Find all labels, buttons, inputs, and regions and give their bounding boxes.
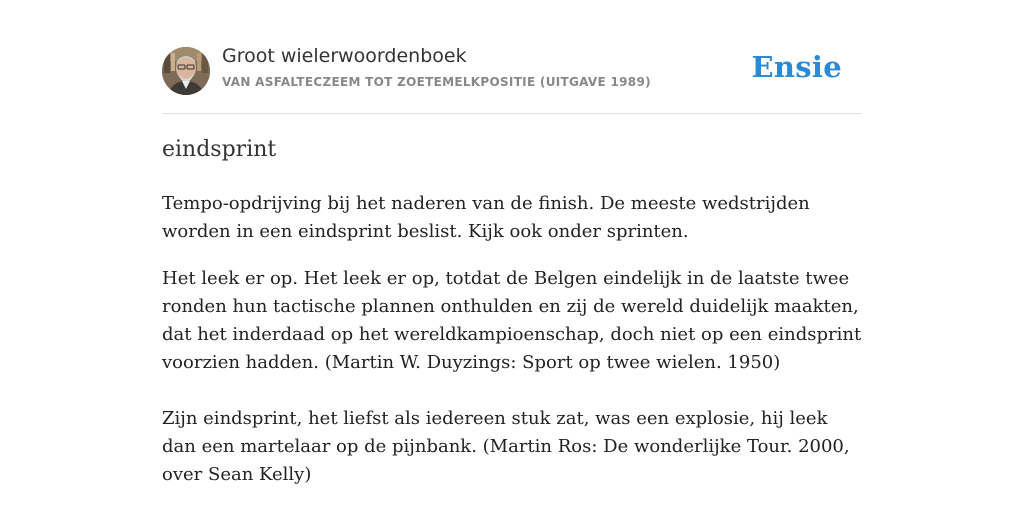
entry-quote: Zijn eindsprint, het liefst als iedereen stuk zat, was een explosie, hij leek dan een martelaar op de pijnbank. (Martin Ros: De wonderlijke Tour. 2000, over Sean Kelly) — [162, 408, 850, 485]
entry-headword: eindsprint — [162, 137, 277, 162]
entry-quote: Het leek er op. Het leek er op, totdat de Belgen eindelijk in de laatste twee ronden hun tactische plannen onthulden en zij de wereld duidelijk maakten, dat het inderdaad op het wereldkampioenschap, doch niet op een eindsprint voorzien hadden. (Martin W. Duyzings: Sport op twee wielen. 1950) — [162, 268, 862, 373]
entry-card — [162, 0, 862, 485]
author-portrait-icon — [162, 47, 210, 95]
ensie-logo[interactable]: Ensie — [751, 50, 842, 84]
author-avatar[interactable] — [162, 47, 210, 95]
dictionary-title[interactable]: Groot wielerwoordenboek — [222, 45, 467, 67]
dictionary-subtitle: VAN ASFALTECZEEM TOT ZOETEMELKPOSITIE (UITGAVE 1989) — [222, 75, 651, 89]
entry-definition: Tempo-opdrijving bij het naderen van de finish. De meeste wedstrijden worden in een eindsprint beslist. Kijk ook onder sprinten. — [162, 193, 810, 242]
dictionary-header — [162, 0, 862, 114]
